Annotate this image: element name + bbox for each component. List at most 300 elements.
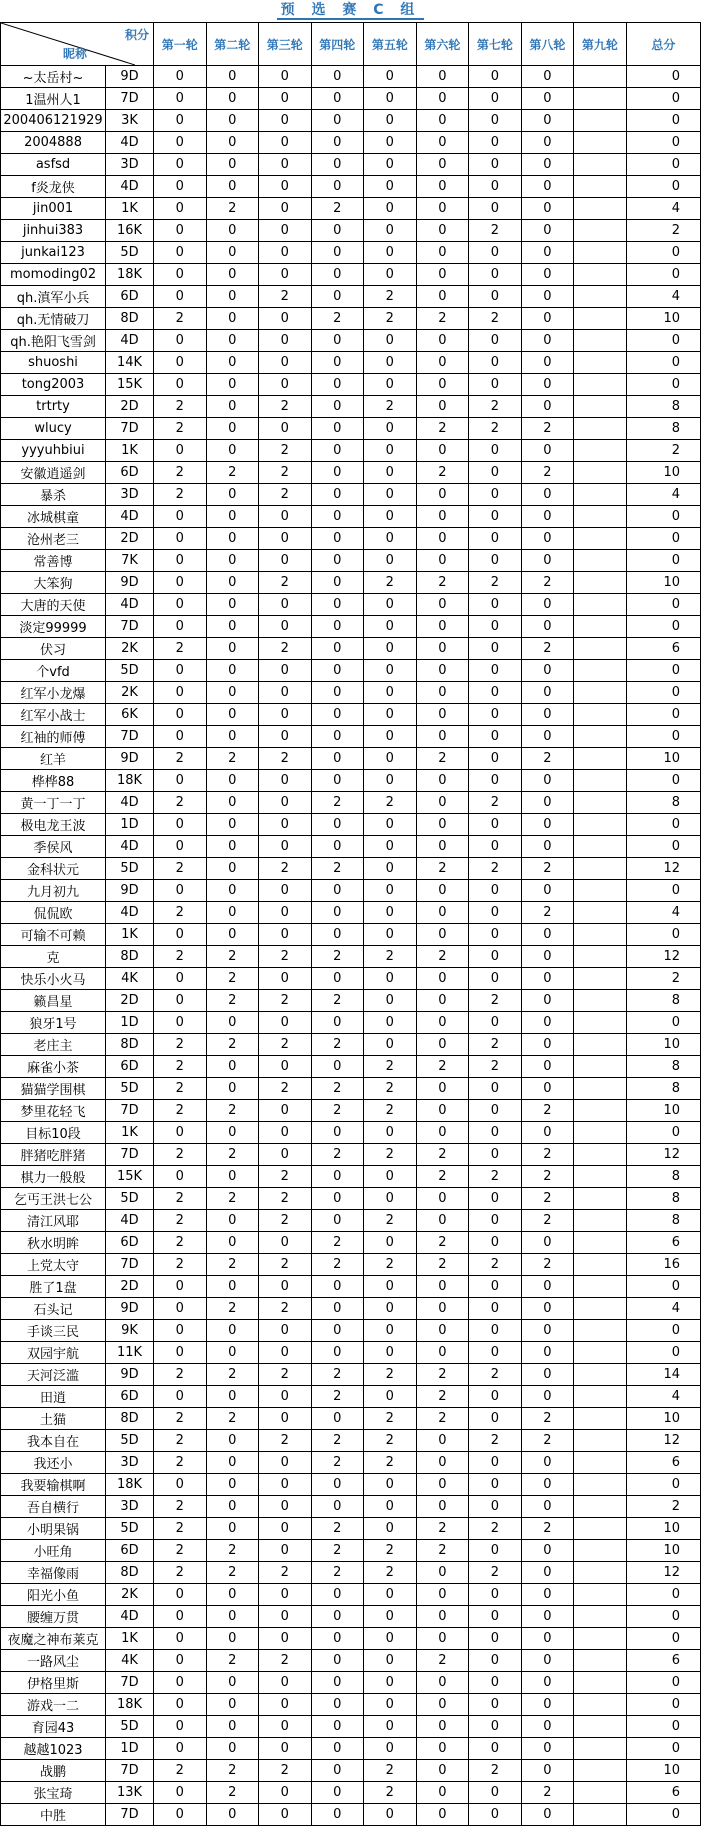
- round-6-score: 0: [416, 1716, 469, 1738]
- round-4-score: 2: [311, 1078, 364, 1100]
- round-9-score: [574, 1254, 627, 1276]
- round-4-score: 2: [311, 1540, 364, 1562]
- round-5-score: 0: [364, 836, 417, 858]
- table-row: [1, 1122, 701, 1144]
- total-score: 0: [626, 814, 700, 836]
- round-6-score: 0: [416, 1188, 469, 1210]
- round-9-score: [574, 1298, 627, 1320]
- round-6-score: 2: [416, 418, 469, 440]
- round-9-score: [574, 176, 627, 198]
- total-score: 12: [626, 1562, 700, 1584]
- round-1-score: 0: [154, 1298, 207, 1320]
- round-8-score: 0: [521, 1386, 574, 1408]
- round-9-score: [574, 836, 627, 858]
- player-name: 清江风耶: [1, 1210, 106, 1232]
- round-4-score: 2: [311, 1518, 364, 1540]
- round-9-score: [574, 1210, 627, 1232]
- round-6-score: 0: [416, 968, 469, 990]
- round-5-score: 0: [364, 1232, 417, 1254]
- round-4-score: 0: [311, 1056, 364, 1078]
- round-7-score: 2: [469, 308, 522, 330]
- round-5-score: 2: [364, 1540, 417, 1562]
- player-rank: 1D: [106, 1012, 154, 1034]
- round-2-score: 0: [206, 1276, 259, 1298]
- round-4-score: 0: [311, 1408, 364, 1430]
- round-6-score: 0: [416, 902, 469, 924]
- round-9-score: [574, 1628, 627, 1650]
- player-rank: 15K: [106, 374, 154, 396]
- round-6-score: 0: [416, 1584, 469, 1606]
- round-2-score: 2: [206, 968, 259, 990]
- round-2-score: 0: [206, 924, 259, 946]
- player-name: 伊格里斯: [1, 1672, 106, 1694]
- round-7-score: 0: [469, 1628, 522, 1650]
- round-header: 第一轮: [154, 23, 207, 66]
- player-name: 桦桦88: [1, 770, 106, 792]
- round-9-score: [574, 1804, 627, 1826]
- player-name: 胜了1盘: [1, 1276, 106, 1298]
- round-1-score: 0: [154, 968, 207, 990]
- round-8-score: 0: [521, 814, 574, 836]
- table-row: [1, 814, 701, 836]
- round-3-score: 2: [259, 462, 312, 484]
- round-2-score: 0: [206, 726, 259, 748]
- table-row: [1, 1276, 701, 1298]
- round-9-score: [574, 1320, 627, 1342]
- round-5-score: 0: [364, 1034, 417, 1056]
- round-8-score: 2: [521, 1254, 574, 1276]
- round-header: 第九轮: [574, 23, 627, 66]
- round-1-score: 0: [154, 220, 207, 242]
- table-row: [1, 924, 701, 946]
- round-7-score: 2: [469, 1518, 522, 1540]
- round-7-score: 0: [469, 374, 522, 396]
- player-name: ~太岳村~: [1, 66, 106, 88]
- round-1-score: 2: [154, 902, 207, 924]
- round-2-score: 0: [206, 66, 259, 88]
- round-8-score: 0: [521, 792, 574, 814]
- table-row: [1, 1364, 701, 1386]
- round-4-score: 0: [311, 1320, 364, 1342]
- round-5-score: 0: [364, 1320, 417, 1342]
- round-1-score: 2: [154, 1100, 207, 1122]
- table-row: [1, 440, 701, 462]
- round-1-score: 0: [154, 330, 207, 352]
- round-2-score: 0: [206, 792, 259, 814]
- total-score: 8: [626, 1056, 700, 1078]
- round-6-score: 2: [416, 1540, 469, 1562]
- player-rank: 18K: [106, 1694, 154, 1716]
- round-9-score: [574, 1430, 627, 1452]
- round-8-score: 0: [521, 726, 574, 748]
- round-1-score: 0: [154, 1738, 207, 1760]
- player-rank: 7K: [106, 550, 154, 572]
- round-6-score: 0: [416, 594, 469, 616]
- round-8-score: 2: [521, 902, 574, 924]
- round-5-score: 0: [364, 462, 417, 484]
- total-score: 0: [626, 352, 700, 374]
- round-5-score: 0: [364, 1496, 417, 1518]
- round-6-score: 2: [416, 1386, 469, 1408]
- table-row: [1, 902, 701, 924]
- round-2-score: 2: [206, 1100, 259, 1122]
- total-score: 8: [626, 1188, 700, 1210]
- round-8-score: 0: [521, 1804, 574, 1826]
- round-9-score: [574, 858, 627, 880]
- round-5-score: 2: [364, 946, 417, 968]
- round-2-score: 0: [206, 1606, 259, 1628]
- round-3-score: 0: [259, 110, 312, 132]
- round-9-score: [574, 1364, 627, 1386]
- round-1-score: 2: [154, 418, 207, 440]
- round-7-score: 0: [469, 330, 522, 352]
- round-6-score: 0: [416, 264, 469, 286]
- round-2-score: 2: [206, 462, 259, 484]
- round-1-score: 0: [154, 1474, 207, 1496]
- round-header: 第七轮: [469, 23, 522, 66]
- round-9-score: [574, 66, 627, 88]
- round-4-score: 2: [311, 792, 364, 814]
- player-name: 伏习: [1, 638, 106, 660]
- total-header: 总分: [626, 23, 700, 66]
- total-score: 12: [626, 858, 700, 880]
- player-rank: 4K: [106, 968, 154, 990]
- round-1-score: 2: [154, 1188, 207, 1210]
- round-1-score: 0: [154, 1122, 207, 1144]
- round-4-score: 0: [311, 880, 364, 902]
- player-rank: 4D: [106, 132, 154, 154]
- round-6-score: 0: [416, 220, 469, 242]
- round-9-score: [574, 1232, 627, 1254]
- table-row: [1, 308, 701, 330]
- round-2-score: 2: [206, 1540, 259, 1562]
- table-row: [1, 1144, 701, 1166]
- round-7-score: 0: [469, 1804, 522, 1826]
- round-7-score: 0: [469, 1144, 522, 1166]
- round-9-score: [574, 550, 627, 572]
- round-7-score: 0: [469, 528, 522, 550]
- total-score: 0: [626, 154, 700, 176]
- table-row: [1, 1694, 701, 1716]
- round-2-score: 2: [206, 1254, 259, 1276]
- round-4-score: 0: [311, 1122, 364, 1144]
- table-row: [1, 1188, 701, 1210]
- table-row: [1, 1540, 701, 1562]
- table-row: [1, 264, 701, 286]
- round-3-score: 0: [259, 814, 312, 836]
- round-1-score: 0: [154, 1166, 207, 1188]
- table-row: [1, 1342, 701, 1364]
- player-name: 个vfd: [1, 660, 106, 682]
- total-score: 0: [626, 132, 700, 154]
- round-2-score: 0: [206, 836, 259, 858]
- round-7-score: 0: [469, 660, 522, 682]
- player-name: 夜魔之神布莱克: [1, 1628, 106, 1650]
- player-name: 秋水明眸: [1, 1232, 106, 1254]
- round-4-score: 0: [311, 902, 364, 924]
- round-7-score: 2: [469, 396, 522, 418]
- table-row: [1, 1078, 701, 1100]
- round-3-score: 2: [259, 1254, 312, 1276]
- standings-table: [0, 22, 701, 1826]
- player-rank: 5D: [106, 1518, 154, 1540]
- round-9-score: [574, 1716, 627, 1738]
- round-6-score: 0: [416, 704, 469, 726]
- round-8-score: 0: [521, 66, 574, 88]
- player-rank: 7D: [106, 726, 154, 748]
- total-score: 0: [626, 1122, 700, 1144]
- round-7-score: 0: [469, 1672, 522, 1694]
- round-9-score: [574, 1738, 627, 1760]
- round-5-score: 0: [364, 1738, 417, 1760]
- player-rank: 7D: [106, 1760, 154, 1782]
- player-name: 红军小战士: [1, 704, 106, 726]
- table-row: [1, 1100, 701, 1122]
- round-5-score: 0: [364, 594, 417, 616]
- round-7-score: 0: [469, 1012, 522, 1034]
- round-8-score: 0: [521, 1298, 574, 1320]
- round-9-score: [574, 792, 627, 814]
- round-4-score: 0: [311, 242, 364, 264]
- round-2-score: 0: [206, 484, 259, 506]
- round-header: 第四轮: [311, 23, 364, 66]
- round-1-score: 2: [154, 396, 207, 418]
- round-9-score: [574, 1342, 627, 1364]
- round-7-score: 0: [469, 66, 522, 88]
- round-5-score: 0: [364, 242, 417, 264]
- player-name: 梦里花轻飞: [1, 1100, 106, 1122]
- total-score: 8: [626, 418, 700, 440]
- player-rank: 5D: [106, 1716, 154, 1738]
- round-9-score: [574, 572, 627, 594]
- round-2-score: 0: [206, 374, 259, 396]
- round-2-score: 2: [206, 946, 259, 968]
- round-8-score: 0: [521, 660, 574, 682]
- round-3-score: 0: [259, 792, 312, 814]
- round-6-score: 0: [416, 814, 469, 836]
- round-5-score: 0: [364, 352, 417, 374]
- name-column-header: 昵称: [63, 47, 88, 61]
- player-name: 2004888: [1, 132, 106, 154]
- round-4-score: 0: [311, 66, 364, 88]
- round-5-score: 0: [364, 880, 417, 902]
- round-6-score: 0: [416, 1430, 469, 1452]
- round-2-score: 0: [206, 528, 259, 550]
- round-7-score: 0: [469, 880, 522, 902]
- round-4-score: 2: [311, 1364, 364, 1386]
- round-5-score: 0: [364, 110, 417, 132]
- total-score: 12: [626, 1144, 700, 1166]
- round-4-score: 2: [311, 1232, 364, 1254]
- round-2-score: 0: [206, 660, 259, 682]
- round-2-score: 0: [206, 1430, 259, 1452]
- round-1-score: 0: [154, 110, 207, 132]
- total-score: 0: [626, 616, 700, 638]
- total-score: 4: [626, 198, 700, 220]
- round-8-score: 0: [521, 1540, 574, 1562]
- round-2-score: 0: [206, 176, 259, 198]
- round-6-score: 2: [416, 572, 469, 594]
- round-2-score: 0: [206, 1232, 259, 1254]
- round-3-score: 2: [259, 1760, 312, 1782]
- round-4-score: 0: [311, 1672, 364, 1694]
- player-rank: 2D: [106, 396, 154, 418]
- table-row: [1, 1760, 701, 1782]
- round-3-score: 0: [259, 770, 312, 792]
- player-rank: 6D: [106, 1056, 154, 1078]
- round-8-score: 0: [521, 1078, 574, 1100]
- player-rank: 7D: [106, 1804, 154, 1826]
- round-5-score: 0: [364, 616, 417, 638]
- round-5-score: 0: [364, 330, 417, 352]
- round-5-score: 0: [364, 1298, 417, 1320]
- round-1-score: 0: [154, 132, 207, 154]
- round-4-score: 2: [311, 990, 364, 1012]
- round-8-score: 0: [521, 308, 574, 330]
- player-name: shuoshi: [1, 352, 106, 374]
- round-6-score: 0: [416, 682, 469, 704]
- round-8-score: 2: [521, 638, 574, 660]
- total-score: 10: [626, 308, 700, 330]
- table-row: [1, 1386, 701, 1408]
- total-score: 0: [626, 1628, 700, 1650]
- table-row: [1, 352, 701, 374]
- round-1-score: 2: [154, 1364, 207, 1386]
- player-rank: 7D: [106, 418, 154, 440]
- round-3-score: 2: [259, 946, 312, 968]
- table-row: [1, 132, 701, 154]
- header-row: [1, 23, 701, 66]
- round-6-score: 2: [416, 858, 469, 880]
- round-4-score: 0: [311, 726, 364, 748]
- round-3-score: 0: [259, 1342, 312, 1364]
- round-8-score: 0: [521, 396, 574, 418]
- player-rank: 3K: [106, 110, 154, 132]
- round-9-score: [574, 1452, 627, 1474]
- round-1-score: 0: [154, 1716, 207, 1738]
- round-8-score: 2: [521, 1782, 574, 1804]
- round-1-score: 0: [154, 1012, 207, 1034]
- table-row: [1, 1430, 701, 1452]
- round-5-score: 0: [364, 1804, 417, 1826]
- round-9-score: [574, 1672, 627, 1694]
- player-name: 土猫: [1, 1408, 106, 1430]
- table-row: [1, 968, 701, 990]
- player-rank: 2K: [106, 638, 154, 660]
- round-1-score: 2: [154, 1452, 207, 1474]
- round-6-score: 2: [416, 1144, 469, 1166]
- player-name: 狼牙1号: [1, 1012, 106, 1034]
- player-name: 季侯风: [1, 836, 106, 858]
- round-6-score: 2: [416, 748, 469, 770]
- round-3-score: 2: [259, 1562, 312, 1584]
- round-8-score: 0: [521, 330, 574, 352]
- round-1-score: 0: [154, 550, 207, 572]
- round-4-score: 0: [311, 1188, 364, 1210]
- player-rank: 3D: [106, 1452, 154, 1474]
- round-7-score: 0: [469, 1386, 522, 1408]
- round-2-score: 0: [206, 638, 259, 660]
- round-3-score: 0: [259, 132, 312, 154]
- total-score: 6: [626, 1452, 700, 1474]
- round-9-score: [574, 1562, 627, 1584]
- round-5-score: 0: [364, 1694, 417, 1716]
- round-1-score: 0: [154, 66, 207, 88]
- total-score: 12: [626, 946, 700, 968]
- page-title: [0, 0, 701, 22]
- round-3-score: 0: [259, 264, 312, 286]
- table-row: [1, 1298, 701, 1320]
- total-score: 0: [626, 1694, 700, 1716]
- round-1-score: 0: [154, 374, 207, 396]
- round-5-score: 0: [364, 704, 417, 726]
- round-9-score: [574, 1012, 627, 1034]
- player-rank: 2K: [106, 682, 154, 704]
- player-rank: 18K: [106, 770, 154, 792]
- total-score: 8: [626, 792, 700, 814]
- round-4-score: 0: [311, 924, 364, 946]
- round-4-score: 0: [311, 1694, 364, 1716]
- round-9-score: [574, 902, 627, 924]
- round-2-score: 0: [206, 682, 259, 704]
- player-rank: 2D: [106, 528, 154, 550]
- round-3-score: 2: [259, 748, 312, 770]
- round-7-score: 0: [469, 1342, 522, 1364]
- round-9-score: [574, 1034, 627, 1056]
- player-name: 天河泛滥: [1, 1364, 106, 1386]
- round-6-score: 0: [416, 484, 469, 506]
- round-6-score: 2: [416, 1518, 469, 1540]
- round-1-score: 2: [154, 308, 207, 330]
- round-7-score: 0: [469, 726, 522, 748]
- round-5-score: 0: [364, 88, 417, 110]
- round-1-score: 0: [154, 726, 207, 748]
- round-3-score: 0: [259, 1056, 312, 1078]
- total-score: 0: [626, 594, 700, 616]
- round-5-score: 0: [364, 484, 417, 506]
- table-row: [1, 176, 701, 198]
- table-row: [1, 682, 701, 704]
- round-8-score: 0: [521, 1232, 574, 1254]
- round-9-score: [574, 396, 627, 418]
- round-8-score: 0: [521, 352, 574, 374]
- round-7-score: 0: [469, 110, 522, 132]
- round-6-score: 2: [416, 1166, 469, 1188]
- player-rank: 7D: [106, 1254, 154, 1276]
- round-4-score: 0: [311, 484, 364, 506]
- round-8-score: 0: [521, 264, 574, 286]
- round-1-score: 0: [154, 616, 207, 638]
- total-score: 2: [626, 220, 700, 242]
- round-3-score: 0: [259, 1144, 312, 1166]
- round-7-score: 2: [469, 418, 522, 440]
- round-4-score: 2: [311, 946, 364, 968]
- player-rank: 9K: [106, 1320, 154, 1342]
- table-row: [1, 1232, 701, 1254]
- total-score: 0: [626, 550, 700, 572]
- round-4-score: 0: [311, 572, 364, 594]
- round-2-score: 0: [206, 572, 259, 594]
- table-row: [1, 990, 701, 1012]
- round-8-score: 0: [521, 440, 574, 462]
- table-row: [1, 242, 701, 264]
- round-8-score: 0: [521, 1496, 574, 1518]
- player-name: 红军小龙爆: [1, 682, 106, 704]
- round-2-score: 0: [206, 220, 259, 242]
- round-8-score: 0: [521, 1606, 574, 1628]
- total-score: 10: [626, 572, 700, 594]
- round-6-score: 0: [416, 1738, 469, 1760]
